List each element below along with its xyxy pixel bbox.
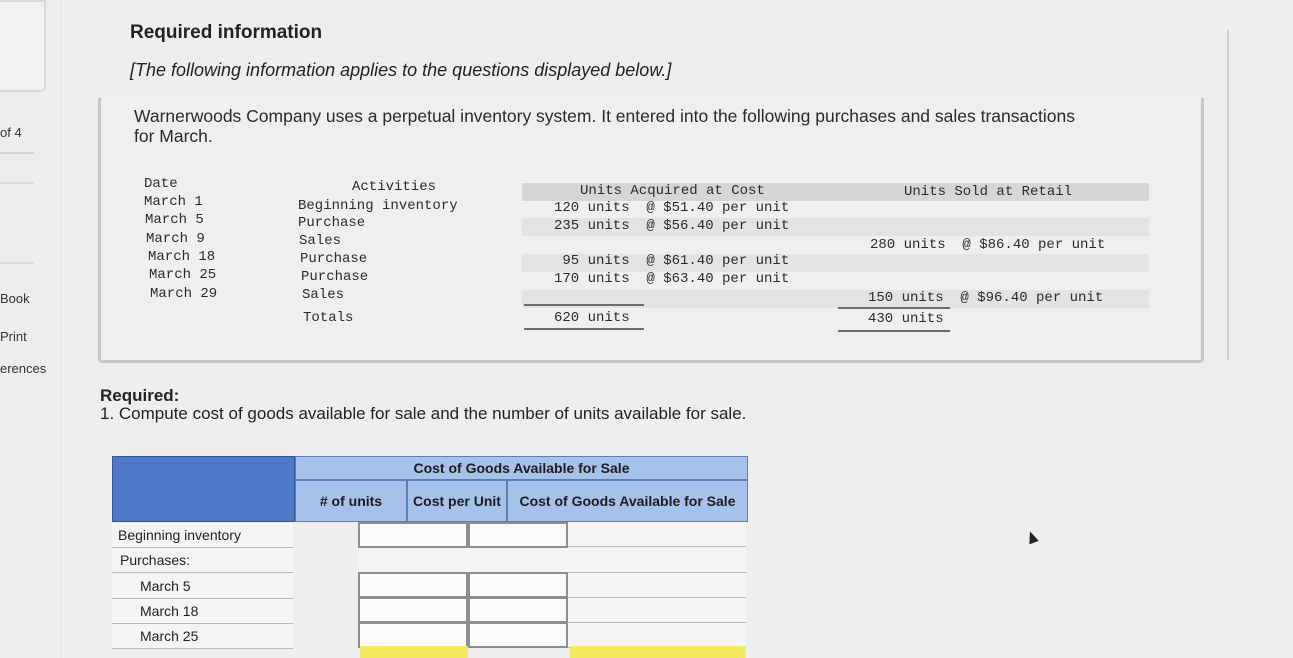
row-date: March 29 <box>150 286 218 302</box>
required-information-title: Required information <box>130 22 323 43</box>
row-label-march-25: March 25 <box>112 624 293 649</box>
row-acquired: 170 units @ $63.40 per unit <box>554 271 790 287</box>
nav-divider <box>0 182 34 184</box>
row-acquired: 95 units @ $61.40 per unit <box>554 253 790 269</box>
column-header-cogs-available: Cost of Goods Available for Sale <box>507 480 748 522</box>
row-activity: Purchase <box>298 215 366 231</box>
totals-sold: 430 units <box>868 311 944 327</box>
units-input[interactable] <box>358 522 468 548</box>
header-date: Date <box>144 176 178 192</box>
row-activity: Sales <box>302 287 345 303</box>
cost-per-unit-input[interactable] <box>468 572 568 598</box>
total-cogs-cell[interactable] <box>570 646 746 658</box>
required-question: 1. Compute cost of goods available for sale and the number of units available for sale. <box>100 404 747 423</box>
problem-intro <box>134 106 1194 146</box>
nav-top-panel <box>0 0 46 92</box>
header-activities: Activities <box>352 179 437 195</box>
row-sold: 280 units @ $86.40 per unit <box>870 237 1106 253</box>
header-units-acquired: Units Acquired at Cost <box>580 183 765 199</box>
purchases-row-blank <box>358 548 746 573</box>
row-acquired: 235 units @ $56.40 per unit <box>554 218 790 234</box>
row-date: March 25 <box>149 267 217 283</box>
row-date: March 9 <box>146 231 205 247</box>
problem-intro-line: Warnerwoods Company uses a perpetual inventory system. It entered into the following purchases and sales transactions <box>134 106 1075 126</box>
header-units-sold: Units Sold at Retail <box>904 184 1073 200</box>
total-underline <box>524 328 644 330</box>
required-information-subtitle: [The following information applies to the questions displayed below.] <box>130 60 672 80</box>
column-header-cost-per-unit: Cost per Unit <box>407 480 507 522</box>
problem-intro-line: for March. <box>134 126 213 146</box>
row-label-march-18: March 18 <box>112 599 293 624</box>
mouse-cursor-icon <box>1025 530 1039 545</box>
row-date: March 1 <box>144 194 203 210</box>
total-underline <box>838 330 950 332</box>
cost-per-unit-input[interactable] <box>468 597 568 623</box>
units-input[interactable] <box>358 572 468 598</box>
units-input[interactable] <box>358 622 468 648</box>
nav-link-references[interactable]: erences <box>0 361 47 376</box>
row-date: March 5 <box>145 212 204 228</box>
row-activity: Purchase <box>301 269 369 285</box>
cogs-label-header <box>112 456 295 522</box>
totals-label: Totals <box>303 310 354 326</box>
cost-per-unit-input[interactable] <box>468 622 568 648</box>
total-underline <box>838 307 950 309</box>
cogs-cell <box>568 573 746 598</box>
totals-acquired: 620 units <box>554 310 630 326</box>
row-label-beginning-inventory: Beginning inventory <box>112 523 293 548</box>
page-indicator: of 4 <box>0 125 22 140</box>
nav-link-print[interactable]: Print <box>0 329 27 344</box>
row-sold: 150 units @ $96.40 per unit <box>868 290 1104 306</box>
left-navigation-rail <box>0 0 60 658</box>
row-activity: Sales <box>299 233 342 249</box>
cogs-cell <box>568 598 746 623</box>
row-date: March 18 <box>148 249 216 265</box>
row-label-march-5: March 5 <box>112 574 293 599</box>
nav-divider <box>0 152 34 154</box>
column-header-units: # of units <box>295 480 407 522</box>
row-activity: Beginning inventory <box>298 198 458 214</box>
cogs-group-header: Cost of Goods Available for Sale <box>295 456 748 480</box>
required-heading: Required: <box>100 386 180 405</box>
units-input[interactable] <box>358 597 468 623</box>
total-underline <box>524 304 644 306</box>
panel-border <box>1227 30 1229 360</box>
nav-divider <box>0 262 34 264</box>
cost-per-unit-input[interactable] <box>468 522 568 548</box>
cogs-cell <box>568 623 746 648</box>
row-label-purchases: Purchases: <box>112 548 293 573</box>
nav-link-book[interactable]: Book <box>0 291 30 306</box>
row-activity: Purchase <box>300 251 368 267</box>
row-acquired: 120 units @ $51.40 per unit <box>554 200 790 216</box>
cogs-table <box>112 456 748 658</box>
main-content <box>62 0 1293 658</box>
total-units-cell[interactable] <box>360 646 468 658</box>
cogs-cell <box>568 522 746 547</box>
